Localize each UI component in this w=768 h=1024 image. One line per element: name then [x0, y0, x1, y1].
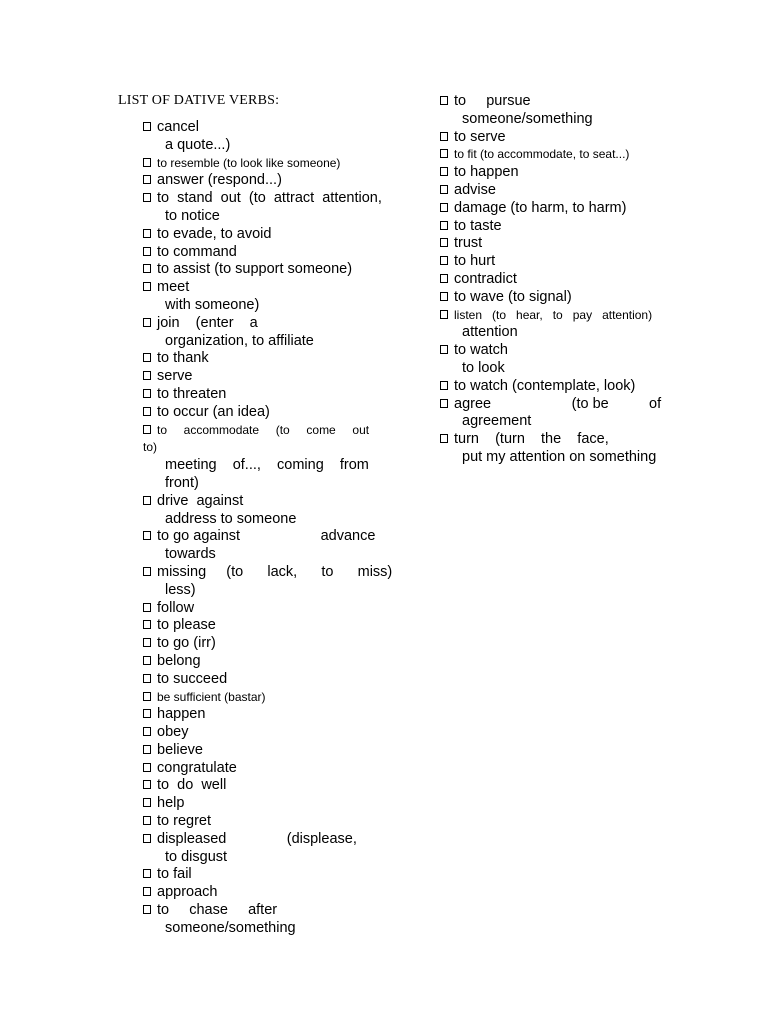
checkbox-icon: [143, 638, 151, 647]
checkbox-icon: [440, 345, 448, 354]
list-item: [143, 813, 399, 831]
list-item-text: to pursue: [454, 93, 531, 109]
checkbox-icon: [143, 674, 151, 683]
checkbox-icon: [143, 763, 151, 772]
list-item-text: to command: [157, 243, 237, 260]
list-item-continuation: to look: [462, 359, 505, 376]
list-item: [143, 831, 399, 867]
list-item: [143, 386, 399, 404]
list-item: [143, 368, 399, 386]
checkbox-icon: [143, 834, 151, 843]
list-item-text: to watch: [454, 342, 508, 359]
list-item-continuation: to disgust: [165, 848, 228, 865]
checkbox-icon: [440, 381, 448, 390]
checkbox-icon: [143, 745, 151, 754]
checkbox-icon: [143, 229, 151, 238]
checkbox-icon: [440, 238, 448, 247]
list-item: [440, 253, 676, 271]
list-item: [143, 902, 399, 938]
list-item: [143, 350, 399, 368]
checkbox-icon: [143, 692, 151, 701]
list-item-text: to occur (an idea): [157, 403, 270, 420]
list-item-continuation: a quote...): [165, 136, 231, 153]
list-item-continuation: someone/something: [165, 919, 296, 936]
checkbox-icon: [143, 282, 151, 291]
checkbox-icon: [143, 247, 151, 256]
list-item-text: turn (turn the face,: [454, 431, 609, 448]
list-item: [440, 182, 676, 200]
list-item-text: to do well: [157, 777, 227, 794]
list-item: [143, 884, 399, 902]
checkbox-icon: [143, 353, 151, 362]
checkbox-icon: [143, 371, 151, 380]
list-item-text: happen: [157, 706, 206, 723]
list-item-text: meet: [157, 279, 190, 296]
list-item: [143, 866, 399, 884]
list-item-text: damage (to harm, to harm): [454, 199, 627, 216]
list-item-text: contradict: [454, 270, 517, 287]
checkbox-icon: [440, 149, 448, 158]
checkbox-icon: [143, 816, 151, 825]
checkbox-icon: [143, 603, 151, 612]
list-item: [440, 218, 676, 236]
list-item: [143, 422, 399, 493]
list-item-text: to go against advance: [157, 528, 376, 545]
list-item-text: to accommodate (to come out to): [143, 422, 386, 455]
list-item-text: to go (irr): [157, 635, 216, 652]
list-item: [440, 342, 676, 378]
list-item-text: belong: [157, 652, 201, 669]
list-item-continuation: front): [165, 474, 199, 491]
list-item-text: to regret: [157, 813, 211, 830]
list-item: [143, 244, 399, 262]
checkbox-icon: [143, 318, 151, 327]
list-item-text: to wave (to signal): [454, 288, 572, 305]
checkbox-icon: [440, 256, 448, 265]
checkbox-icon: [143, 407, 151, 416]
list-item-text: to evade, to avoid: [157, 225, 272, 242]
list-item-text: to thank: [157, 350, 209, 367]
list-item-text: believe: [157, 741, 203, 758]
list-item: [440, 271, 676, 289]
checkbox-icon: [143, 727, 151, 736]
checkbox-icon: [143, 175, 151, 184]
list-item-continuation: agreement: [462, 413, 532, 430]
checkbox-icon: [143, 869, 151, 878]
list-item-text: trust: [454, 235, 483, 252]
checkbox-icon: [143, 158, 151, 167]
checkbox-icon: [440, 96, 448, 105]
list-item-text: to assist (to support someone): [157, 261, 353, 278]
list-item: [143, 155, 399, 173]
list-item-text: to threaten: [157, 385, 227, 402]
checkbox-icon: [143, 193, 151, 202]
list-item: [440, 378, 676, 396]
left-column: [143, 119, 399, 938]
list-item-text: to happen: [454, 164, 519, 181]
list-item-continuation: meeting of..., coming from: [165, 457, 369, 474]
list-item-continuation: put my attention on something: [462, 448, 657, 465]
list-item: [143, 172, 399, 190]
list-item-text: missing (to lack, to miss): [157, 563, 393, 580]
checkbox-icon: [143, 425, 151, 434]
list-item-text: displeased (displease,: [157, 830, 357, 847]
checkbox-icon: [440, 399, 448, 408]
list-item-text: congratulate: [157, 759, 237, 776]
checkbox-icon: [440, 132, 448, 141]
checkbox-icon: [440, 221, 448, 230]
list-item-continuation: with someone): [165, 296, 260, 313]
checkbox-icon: [143, 264, 151, 273]
checkbox-icon: [143, 531, 151, 540]
list-item-text: to taste: [454, 217, 502, 234]
list-item: [440, 146, 676, 164]
list-item-text: to fit (to accommodate, to seat...): [454, 147, 630, 162]
list-item: [143, 795, 399, 813]
list-item: [143, 315, 399, 351]
list-item: [440, 93, 676, 129]
list-item: [440, 307, 676, 343]
list-item: [143, 742, 399, 760]
list-item-text: to stand out (to attract attention,: [157, 190, 382, 207]
checkbox-icon: [143, 567, 151, 576]
checkbox-icon: [143, 709, 151, 718]
checkbox-icon: [440, 274, 448, 283]
list-item: [440, 200, 676, 218]
list-item: [143, 564, 399, 600]
checkbox-icon: [440, 185, 448, 194]
checkbox-icon: [440, 434, 448, 443]
list-item-text: cancel: [157, 119, 199, 135]
checkbox-icon: [440, 292, 448, 301]
list-item: [440, 289, 676, 307]
list-item: [143, 279, 399, 315]
list-item: [143, 671, 399, 689]
list-item: [440, 235, 676, 253]
list-item: [143, 617, 399, 635]
list-item-text: listen (to hear, to pay attention): [454, 307, 653, 322]
list-item: [143, 600, 399, 618]
checkbox-icon: [143, 620, 151, 629]
list-item-text: approach: [157, 884, 218, 901]
list-item-text: help: [157, 795, 185, 812]
checkbox-icon: [143, 656, 151, 665]
list-item: [143, 261, 399, 279]
list-item-text: be sufficient (bastar): [157, 689, 266, 704]
list-item: [143, 528, 399, 564]
list-item-text: to please: [157, 617, 216, 634]
list-item-text: agree (to be of: [454, 395, 662, 412]
list-item: [143, 689, 399, 707]
list-item-text: to fail: [157, 866, 192, 883]
list-item-text: follow: [157, 599, 195, 616]
list-item-text: to watch (contemplate, look): [454, 377, 636, 394]
list-item: [440, 396, 676, 432]
checkbox-icon: [143, 389, 151, 398]
list-item: [143, 724, 399, 742]
list-item-continuation: address to someone: [165, 510, 297, 527]
checkbox-icon: [143, 798, 151, 807]
list-item: [143, 404, 399, 422]
checkbox-icon: [143, 887, 151, 896]
list-item: [143, 119, 399, 155]
list-item-continuation: organization, to affiliate: [165, 332, 314, 349]
list-item: [440, 431, 676, 467]
list-item-text: to hurt: [454, 253, 496, 270]
list-item-text: obey: [157, 724, 189, 741]
list-item-continuation: someone/something: [462, 110, 593, 127]
list-item: [440, 129, 676, 147]
list-item-continuation: attention: [462, 324, 518, 341]
checkbox-icon: [143, 780, 151, 789]
checkbox-icon: [143, 496, 151, 505]
list-item: [143, 653, 399, 671]
list-item-text: answer (respond...): [157, 172, 282, 189]
list-item-text: to serve: [454, 128, 506, 145]
checkbox-icon: [143, 905, 151, 914]
list-item: [143, 760, 399, 778]
list-item: [143, 493, 399, 529]
checkbox-icon: [440, 167, 448, 176]
list-item: [143, 635, 399, 653]
checkbox-icon: [440, 203, 448, 212]
checkbox-icon: [143, 122, 151, 131]
document-title: LIST OF DATIVE VERBS:: [118, 93, 280, 108]
list-item-text: advise: [454, 181, 496, 198]
list-item: [143, 706, 399, 724]
list-item-text: drive against: [157, 492, 244, 509]
list-item-text: to resemble (to look like someone): [157, 155, 341, 170]
checkbox-icon: [440, 310, 448, 319]
right-column: [440, 93, 676, 467]
list-item-continuation: towards: [165, 546, 216, 563]
list-item-continuation: less): [165, 581, 196, 598]
list-item-text: join (enter a: [157, 314, 258, 331]
list-item-text: to chase after: [157, 902, 278, 919]
list-item: [143, 190, 399, 226]
list-item-text: to succeed: [157, 670, 228, 687]
list-item-continuation: to notice: [165, 207, 220, 224]
list-item: [143, 777, 399, 795]
list-item: [143, 226, 399, 244]
list-item: [440, 164, 676, 182]
list-item-text: serve: [157, 368, 193, 385]
